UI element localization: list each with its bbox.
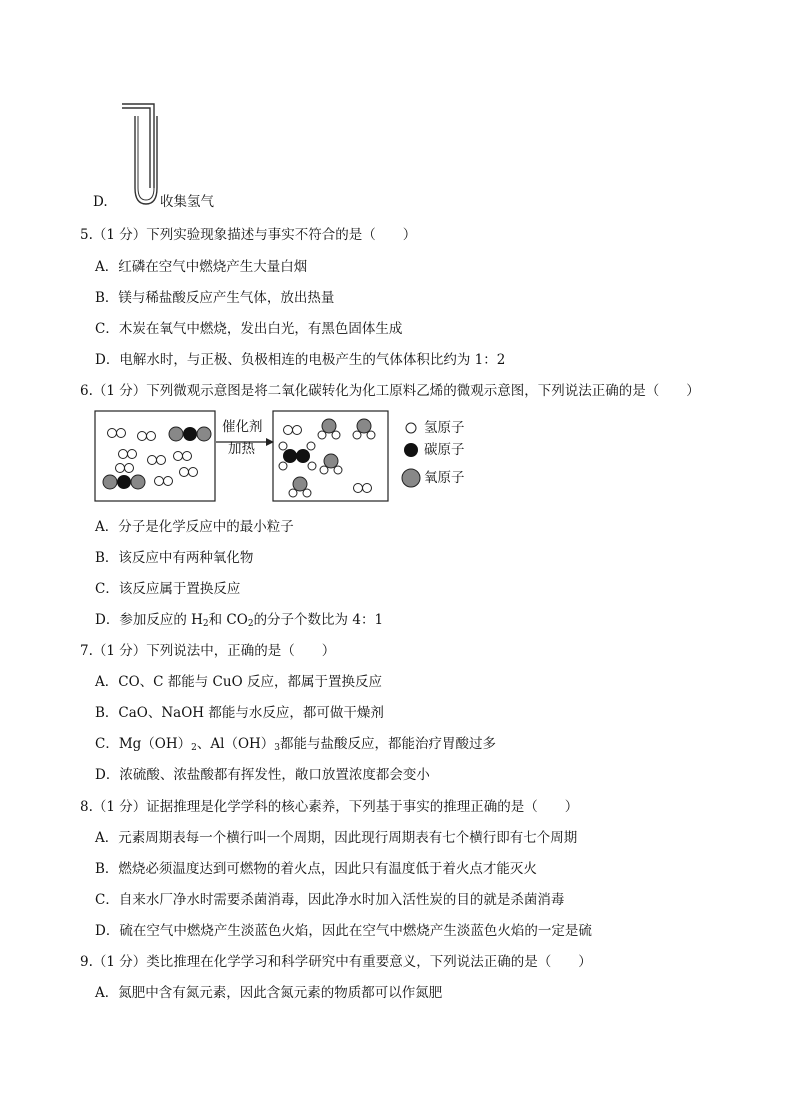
q6-option-a: A．分子是化学反应中的最小粒子 [95, 519, 294, 535]
q4-option-d-label: D. [93, 194, 108, 210]
q7-stem: 7.（1 分）下列说法中，正确的是（ ） [80, 643, 336, 659]
q6-option-c: C．该反应属于置换反应 [95, 581, 241, 597]
q7-option-b: B．CaO、NaOH 都能与水反应，都可做干燥剂 [95, 705, 384, 721]
q6-option-b: B．该反应中有两种氧化物 [95, 550, 254, 566]
q8-option-a: A．元素周期表每一个横行叫一个周期，因此现行周期表有七个横行即有七个周期 [95, 830, 578, 846]
q7-option-a: A．CO、C 都能与 CuO 反应，都属于置换反应 [95, 674, 382, 690]
legend-oxygen: 氧原子 [424, 470, 465, 486]
q8-option-c: C．自来水厂净水时需要杀菌消毒，因此净水时加入活性炭的目的就是杀菌消毒 [95, 892, 565, 908]
q7-option-d: D．浓硫酸、浓盐酸都有挥发性，敞口放置浓度都会变小 [95, 767, 430, 783]
q5-option-d: D．电解水时，与正极、负极相连的电极产生的气体体积比约为 1：2 [95, 352, 506, 368]
q7-option-c: C．$Mg(OH)_2$、$Al(OH)_3$都能与盐酸反应，都能治疗胃酸过多 [95, 736, 497, 753]
q5-stem: 5.（1 分）下列实验现象描述与事实不符合的是（ ） [80, 227, 417, 243]
q8-stem: 8.（1 分）证据推理是化学学科的核心素养，下列基于事实的推理正确的是（ ） [80, 799, 579, 815]
q5-option-b: B．镁与稀盐酸反应产生气体，放出热量 [95, 290, 335, 306]
heat-label: 加热 [228, 441, 255, 457]
q5-option-c: C．木炭在氧气中燃烧，发出白光，有黑色固体生成 [95, 321, 403, 337]
legend-hydrogen: 氢原子 [424, 420, 465, 436]
catalyst-label: 催化剂 [222, 419, 263, 435]
q4-option-d-text: 收集氢气 [160, 194, 214, 210]
q8-option-d: D．硫在空气中燃烧产生淡蓝色火焰，因此在空气中燃烧产生淡蓝色火焰的一定是硫 [95, 923, 592, 939]
q6-stem: 6.（1 分）下列微观示意图是将二氧化碳转化为化工原料乙烯的微观示意图，下列说法正确的是（ ） [80, 383, 700, 399]
q9-option-a: A．氮肥中含有氮元素，因此含氮元素的物质都可以作氮肥 [95, 985, 443, 1001]
q9-stem: 9.（1 分）类比推理在化学学习和科学研究中有重要意义，下列说法正确的是（ ） [80, 954, 592, 970]
q6-option-d: D．参加反应的 $H_2$和 $CO_2$的分子个数比为 4：1 [95, 612, 384, 629]
q8-option-b: B．燃烧必须温度达到可燃物的着火点，因此只有温度低于着火点才能灭火 [95, 861, 537, 877]
q5-option-a: A．红磷在空气中燃烧产生大量白烟 [95, 259, 308, 275]
legend-carbon: 碳原子 [424, 442, 465, 458]
